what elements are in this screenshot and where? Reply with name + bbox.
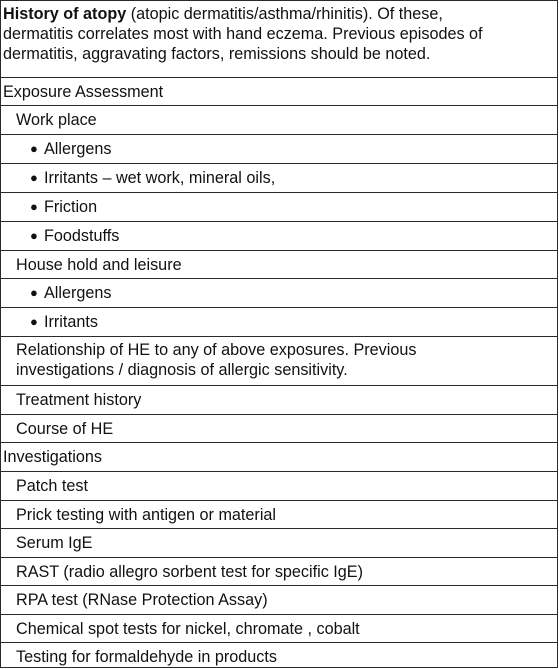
list-item-label: Allergens bbox=[44, 284, 112, 302]
bullet-icon: ● bbox=[30, 199, 38, 214]
history-of-atopy-text bbox=[1, 4, 557, 77]
household-item-row bbox=[1, 307, 557, 336]
list-item bbox=[1, 283, 557, 307]
bullet-icon: ● bbox=[30, 285, 38, 300]
bullet-icon: ● bbox=[30, 228, 38, 243]
list-item-label: Foodstuffs bbox=[44, 227, 120, 245]
workplace-item-row bbox=[1, 221, 557, 250]
workplace-heading-row bbox=[1, 105, 557, 134]
list-item-label: Irritants – wet work, mineral oils, bbox=[44, 169, 276, 187]
list-item bbox=[1, 168, 557, 192]
investigation-item: Testing for formaldehyde in products bbox=[16, 648, 277, 666]
history-of-atopy-label: History of atopy bbox=[3, 5, 127, 23]
list-item-label: Irritants bbox=[44, 313, 98, 331]
list-item bbox=[1, 226, 557, 250]
exposure-heading: Exposure Assessment bbox=[3, 83, 164, 101]
workplace-heading: Work place bbox=[16, 111, 97, 129]
investigations-heading: Investigations bbox=[3, 448, 102, 466]
history-of-atopy-line2: dermatitis correlates most with hand eczema. Previous episodes of bbox=[3, 25, 483, 43]
investigations-heading-row bbox=[1, 442, 557, 471]
investigation-row bbox=[1, 642, 557, 669]
investigation-row bbox=[1, 528, 557, 557]
bullet-icon: ● bbox=[30, 141, 38, 156]
exposure-heading-row bbox=[1, 77, 557, 105]
workplace-item-row bbox=[1, 134, 557, 163]
list-item bbox=[1, 312, 557, 336]
treatment-history-row bbox=[1, 385, 557, 414]
workplace-item-row bbox=[1, 192, 557, 221]
course-row bbox=[1, 414, 557, 442]
investigation-item: Serum IgE bbox=[16, 534, 93, 552]
list-item bbox=[1, 139, 557, 163]
history-of-atopy-line3: dermatitis, aggravating factors, remissions should be noted. bbox=[3, 45, 431, 63]
household-item-row bbox=[1, 278, 557, 307]
investigation-row bbox=[1, 614, 557, 642]
household-heading-row bbox=[1, 250, 557, 278]
investigation-item: Prick testing with antigen or material bbox=[16, 506, 277, 524]
relationship-row bbox=[1, 336, 557, 385]
treatment-history: Treatment history bbox=[16, 391, 142, 409]
workplace-item-row bbox=[1, 163, 557, 192]
bullet-icon: ● bbox=[30, 314, 38, 329]
investigation-row bbox=[1, 500, 557, 528]
investigation-item: RPA test (RNase Protection Assay) bbox=[16, 591, 268, 609]
history-of-atopy-row bbox=[1, 1, 557, 77]
list-item-label: Allergens bbox=[44, 140, 112, 158]
household-heading: House hold and leisure bbox=[16, 256, 182, 274]
investigation-row bbox=[1, 557, 557, 585]
investigation-row bbox=[1, 471, 557, 500]
investigation-item: RAST (radio allegro sorbent test for specific IgE) bbox=[16, 563, 363, 581]
list-item bbox=[1, 197, 557, 221]
investigation-item: Chemical spot tests for nickel, chromate , cobalt bbox=[16, 620, 360, 638]
relationship-text bbox=[1, 340, 557, 385]
investigation-item: Patch test bbox=[16, 477, 88, 495]
investigation-row bbox=[1, 585, 557, 614]
list-item-label: Friction bbox=[44, 198, 98, 216]
course-of-he: Course of HE bbox=[16, 420, 114, 438]
relationship-line1: Relationship of HE to any of above exposures. Previous bbox=[16, 341, 417, 359]
history-of-atopy-line1: (atopic dermatitis/asthma/rhinitis). Of these, bbox=[126, 5, 443, 23]
bullet-icon: ● bbox=[30, 170, 38, 185]
relationship-line2: investigations / diagnosis of allergic sensitivity. bbox=[16, 361, 348, 379]
